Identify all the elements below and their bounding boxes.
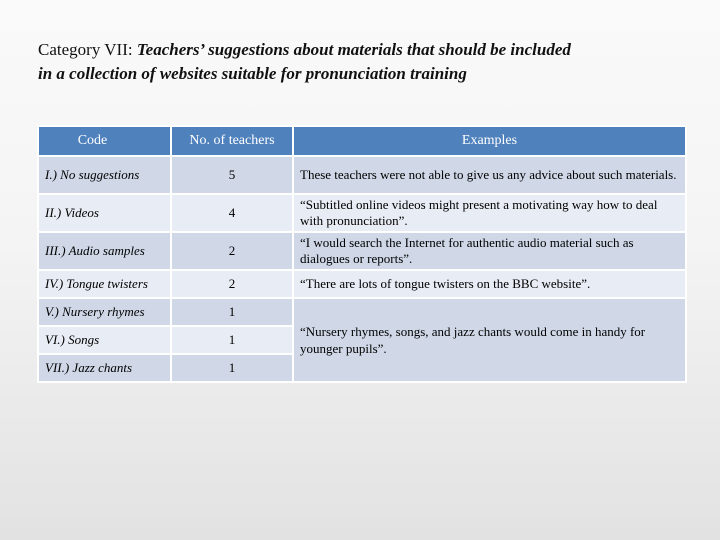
row-code: II.) Videos xyxy=(38,194,171,232)
row-count: 2 xyxy=(171,270,293,298)
page-heading xyxy=(38,38,698,86)
table-row xyxy=(38,194,686,232)
row-code: IV.) Tongue twisters xyxy=(38,270,171,298)
row-count: 2 xyxy=(171,232,293,270)
heading-emphasis-line1: Teachers’ suggestions about materials that should be included xyxy=(136,40,571,59)
row-example: “There are lots of tongue twisters on the BBC website”. xyxy=(293,270,686,298)
suggestions-table xyxy=(37,125,687,383)
table-row xyxy=(38,156,686,194)
row-count: 5 xyxy=(171,156,293,194)
row-code: V.) Nursery rhymes xyxy=(38,298,171,326)
row-code: I.) No suggestions xyxy=(38,156,171,194)
row-example: “Subtitled online videos might present a motivating way how to deal with pronunciation”. xyxy=(293,194,686,232)
heading-emphasis-line2: in a collection of websites suitable for pronunciation training xyxy=(38,64,467,83)
row-example: These teachers were not able to give us any advice about such materials. xyxy=(293,156,686,194)
row-example-merged: “Nursery rhymes, songs, and jazz chants would come in handy for younger pupils”. xyxy=(293,298,686,382)
table-row xyxy=(38,298,686,326)
row-count: 4 xyxy=(171,194,293,232)
row-count: 1 xyxy=(171,326,293,354)
row-code: III.) Audio samples xyxy=(38,232,171,270)
row-code: VII.) Jazz chants xyxy=(38,354,171,382)
header-count: No. of teachers xyxy=(171,126,293,156)
row-count: 1 xyxy=(171,354,293,382)
row-code: VI.) Songs xyxy=(38,326,171,354)
header-code: Code xyxy=(38,126,171,156)
table-row xyxy=(38,270,686,298)
table-header-row xyxy=(38,126,686,156)
row-example: “I would search the Internet for authentic audio material such as dialogues or reports”. xyxy=(293,232,686,270)
row-count: 1 xyxy=(171,298,293,326)
heading-prefix: Category VII: xyxy=(38,40,137,59)
table-row xyxy=(38,232,686,270)
header-examples: Examples xyxy=(293,126,686,156)
